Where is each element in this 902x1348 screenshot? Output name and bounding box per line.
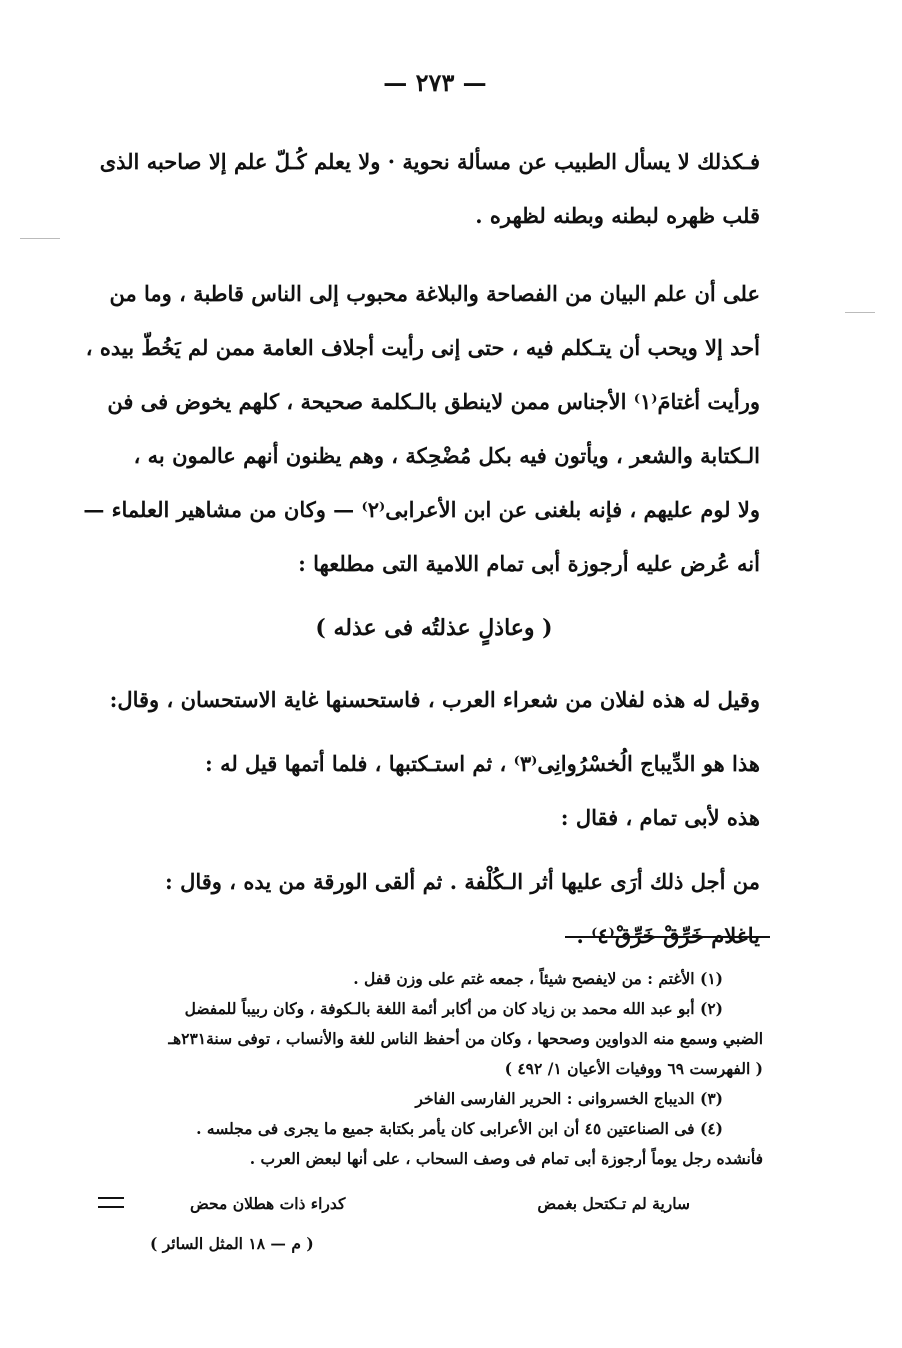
text-line: الـكتابة والشعر ، ويأتون فيه بكل مُضْحِكة ، وهم يظنون أنهم عالمون به ، (133, 443, 760, 468)
footnote-line: فأنشده رجل يوماً أرجوزة أبى تمام فى وصف السحاب ، على أنها لبعض العرب . (249, 1149, 763, 1168)
footnote-line: الضبي وسمع منه الدواوين وصححها ، وكان من أحفظ الناس للغة والأنساب ، توفى سنة٢٣١هـ (168, 1029, 763, 1048)
footnote-line: (٤) فى الصناعتين ٤٥ أن ابن الأعرابى كان يأمر بكتابة جميع ما يجرى فى مجلسه . (196, 1119, 723, 1138)
scan-mark (845, 312, 875, 313)
poem-hemistich-left: كدراء ذات هطلان محض (190, 1194, 346, 1213)
footnote-line: (١) الأغتم : من لايفصح شيئاً ، جمعه غتم على وزن قفل . (353, 969, 723, 988)
text-line: أحد إلا ويحب أن يتـكلم فيه ، حتى إنى رأيت أجلاف العامة ممن لم يَخُطّ بيده ، (85, 335, 760, 360)
text-line: ولا لوم عليهم ، فإنه بلغنى عن ابن الأعرابى⁽٢⁾ — وكان من مشاهير العلماء — (83, 497, 760, 522)
poem-hemistich-right: سارية لم تـكتحل بغمض (537, 1194, 690, 1213)
footnote-separator (565, 936, 770, 938)
footnote-poem (190, 1194, 690, 1213)
text-line: أنه عُرض عليه أرجوزة أبى تمام اللامية التى مطلعها : (298, 551, 760, 576)
footnote-line: (٣) الديباج الخسروانى : الحرير الفارسى الفاخر (415, 1089, 723, 1108)
text-line: من أجل ذلك أرَى عليها أثر الـكُلْفة . ثم ألقى الورقة من يده ، وقال : (165, 869, 760, 894)
paragraph-5 (108, 855, 760, 963)
text-line: ياغلام خَرِّقْ خَرِّقْ⁽٤⁾ . (576, 923, 760, 948)
main-text (83, 135, 760, 963)
text-line: على أن علم البيان من الفصاحة والبلاغة محبوب إلى الناس قاطبة ، وما من (109, 281, 760, 306)
paragraph-4 (108, 737, 760, 845)
footnote-line: ( الفهرست ٦٩ ووفيات الأعيان ١/ ٤٩٢ ) (504, 1059, 763, 1078)
page-number: — ٢٧٣ — (383, 68, 487, 97)
footnote-line: (٢) أبو عبد الله محمد بن زياد كان من أكابر أئمة اللغة بالـكوفة ، وكان ربيباً للمفضل (184, 999, 723, 1018)
paragraph-2 (83, 267, 760, 591)
paragraph-3 (108, 673, 760, 727)
quoted-verse: ( وعاذلٍ عذلتُه فى عذله ) (315, 615, 553, 641)
text-line: هذا هو الدِّيباج الُخسْرُوانِى⁽٣⁾ ، ثم استـكتبها ، فلما أتمها قيل له : (205, 751, 760, 776)
signature-line: ( م — ١٨ المثل السائر ) (150, 1234, 314, 1253)
text-line: وقيل له هذه لفلان من شعراء العرب ، فاستحسنها غاية الاستحسان ، وقال: (109, 687, 760, 712)
text-line: ورأيت أغتامَ⁽١⁾ الأجناس ممن لاينطق بالـكلمة صحيحة ، كلهم يخوض فى فن (107, 389, 760, 414)
footnotes (108, 964, 763, 1174)
paragraph-1 (99, 135, 760, 243)
scan-mark (20, 238, 60, 239)
text-line: هذه لأبى تمام ، فقال : (560, 805, 760, 830)
continuation-mark (98, 1197, 124, 1208)
text-line: فـكذلك لا يسأل الطبيب عن مسألة نحوية · ولا يعلم كُـلّ علم إلا صاحبه الذى (99, 149, 760, 174)
text-line: قلب ظهره لبطنه وبطنه لظهره . (475, 203, 760, 228)
